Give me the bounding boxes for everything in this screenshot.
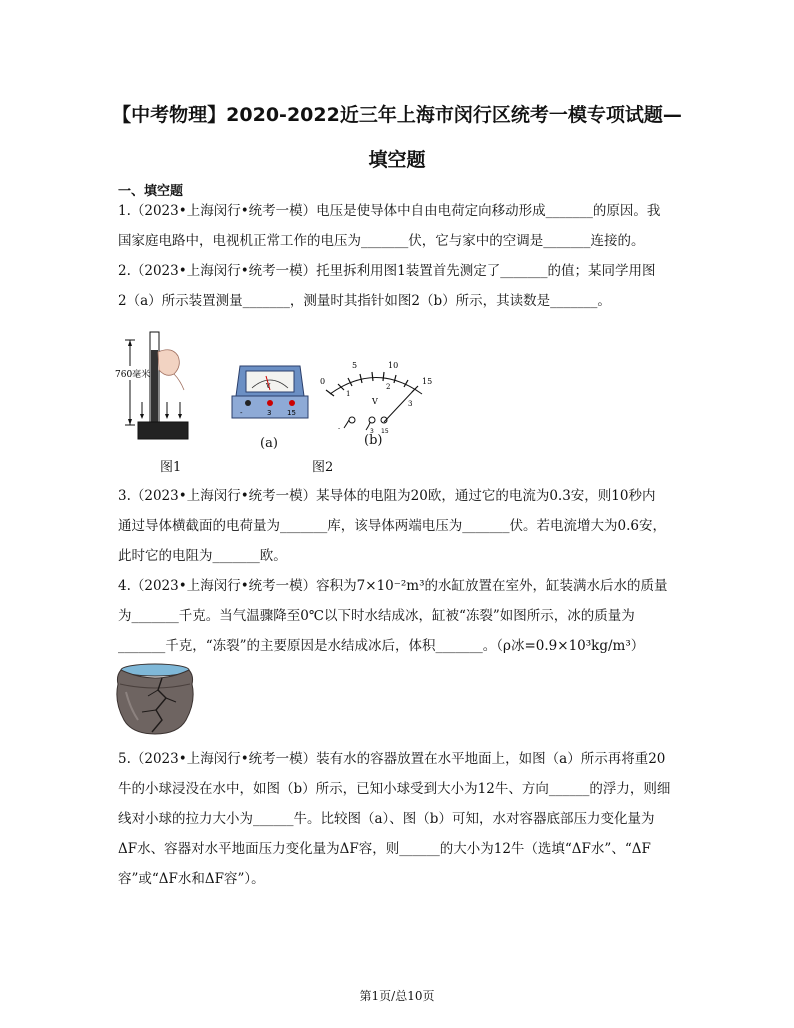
- figure-2a-voltmeter: [230, 358, 310, 432]
- dial-label-10: 10: [388, 361, 399, 370]
- page-title-line1: 【中考物理】2020-2022近三年上海市闵行区统考一模专项试题—: [112, 104, 682, 126]
- question-1-line2: 国家庭电路中，电视机正常工作的电压为_______伏，它与家中的空调是_______连接的。: [118, 233, 645, 249]
- question-5-line1: 5.（2023•上海闵行•统考一模）装有水的容器放置在水平地面上，如图（a）所示再将重20: [118, 751, 666, 767]
- question-3-line2: 通过导体横截面的电荷量为_______库，该导体两端电压为_______伏。若电流增大为0.6安，: [118, 518, 666, 534]
- dial-meter-letter: V: [372, 397, 378, 406]
- question-2: [118, 256, 676, 316]
- question-3-line3: 此时它的电阻为_______欧。: [118, 548, 287, 564]
- question-4-line3: _______千克，“冻裂”的主要原因是水结成冰后，体积_______。（ρ冰=0.9×10³kg/m³）: [118, 638, 645, 654]
- figure-1-barometer: [112, 330, 192, 440]
- question-2-line2: 2（a）所示装置测量_______，测量时其指针如图2（b）所示，其读数是_______。: [118, 293, 611, 309]
- question-1: [118, 196, 676, 256]
- section-heading: 一、填空题: [118, 184, 184, 199]
- cracked-jar-figure: [112, 662, 198, 738]
- figure-2b-dial: [316, 356, 436, 436]
- question-3-line1: 3.（2023•上海闵行•统考一模）某导体的电阻为20欧，通过它的电流为0.3安，则10秒内: [118, 488, 656, 504]
- question-4: [118, 571, 676, 661]
- dial-label-5: 5: [352, 361, 358, 370]
- figure-2a-terminal-minus: -: [240, 409, 243, 417]
- figure-1-height-label: 760毫米: [115, 370, 151, 380]
- question-1-line1: 1.（2023•上海闵行•统考一模）电压是使导体中自由电荷定向移动形成_______的原因。我: [118, 203, 661, 219]
- dial-terminal-3: 3: [370, 428, 374, 435]
- question-5: [118, 744, 676, 894]
- question-5-line4: ΔF水、容器对水平地面压力变化量为ΔF容，则______的大小为12牛（选填“ΔF水”、“ΔF: [118, 841, 651, 857]
- page-footer: 第1页/总10页: [359, 989, 435, 1003]
- dial-terminal-15: 15: [381, 428, 389, 435]
- question-5-line5: 容”或“ΔF水和ΔF容”）。: [118, 871, 265, 887]
- question-2-line1: 2.（2023•上海闵行•统考一模）托里拆利用图1装置首先测定了_______的值；某同学用图: [118, 263, 656, 279]
- figure-2-label: 图2: [312, 460, 334, 475]
- figure-2a-terminal-3: 3: [267, 409, 272, 417]
- svg-text:V: V: [266, 383, 271, 390]
- dial-inner-label-1: 1: [346, 390, 351, 398]
- question-5-line2: 牛的小球浸没在水中，如图（b）所示，已知小球受到大小为12牛、方向______的浮力，则细: [118, 781, 671, 797]
- figure-2b-label: (b): [364, 433, 383, 448]
- dial-inner-label-3: 3: [408, 400, 413, 408]
- dial-inner-label-2: 2: [386, 383, 391, 391]
- dial-label-15: 15: [422, 377, 433, 386]
- page-title-line2: 填空题: [368, 149, 426, 171]
- dial-terminal-minus: -: [338, 425, 341, 432]
- question-4-line2: 为_______千克。当气温骤降至0℃以下时水结成冰，缸被“冻裂”如图所示，冰的质量为: [118, 608, 635, 624]
- question-5-line3: 线对小球的拉力大小为______牛。比较图（a）、图（b）可知，水对容器底部压力变化量为: [118, 811, 655, 827]
- figure-1-label: 图1: [160, 460, 182, 475]
- dial-label-0: 0: [320, 377, 326, 386]
- figure-2a-label: (a): [260, 436, 278, 451]
- question-3: [118, 481, 676, 571]
- question-4-line1: 4.（2023•上海闵行•统考一模）容积为7×10⁻²m³的水缸放置在室外，缸装满水后水的质量: [118, 578, 668, 594]
- figure-2a-terminal-15: 15: [287, 409, 296, 417]
